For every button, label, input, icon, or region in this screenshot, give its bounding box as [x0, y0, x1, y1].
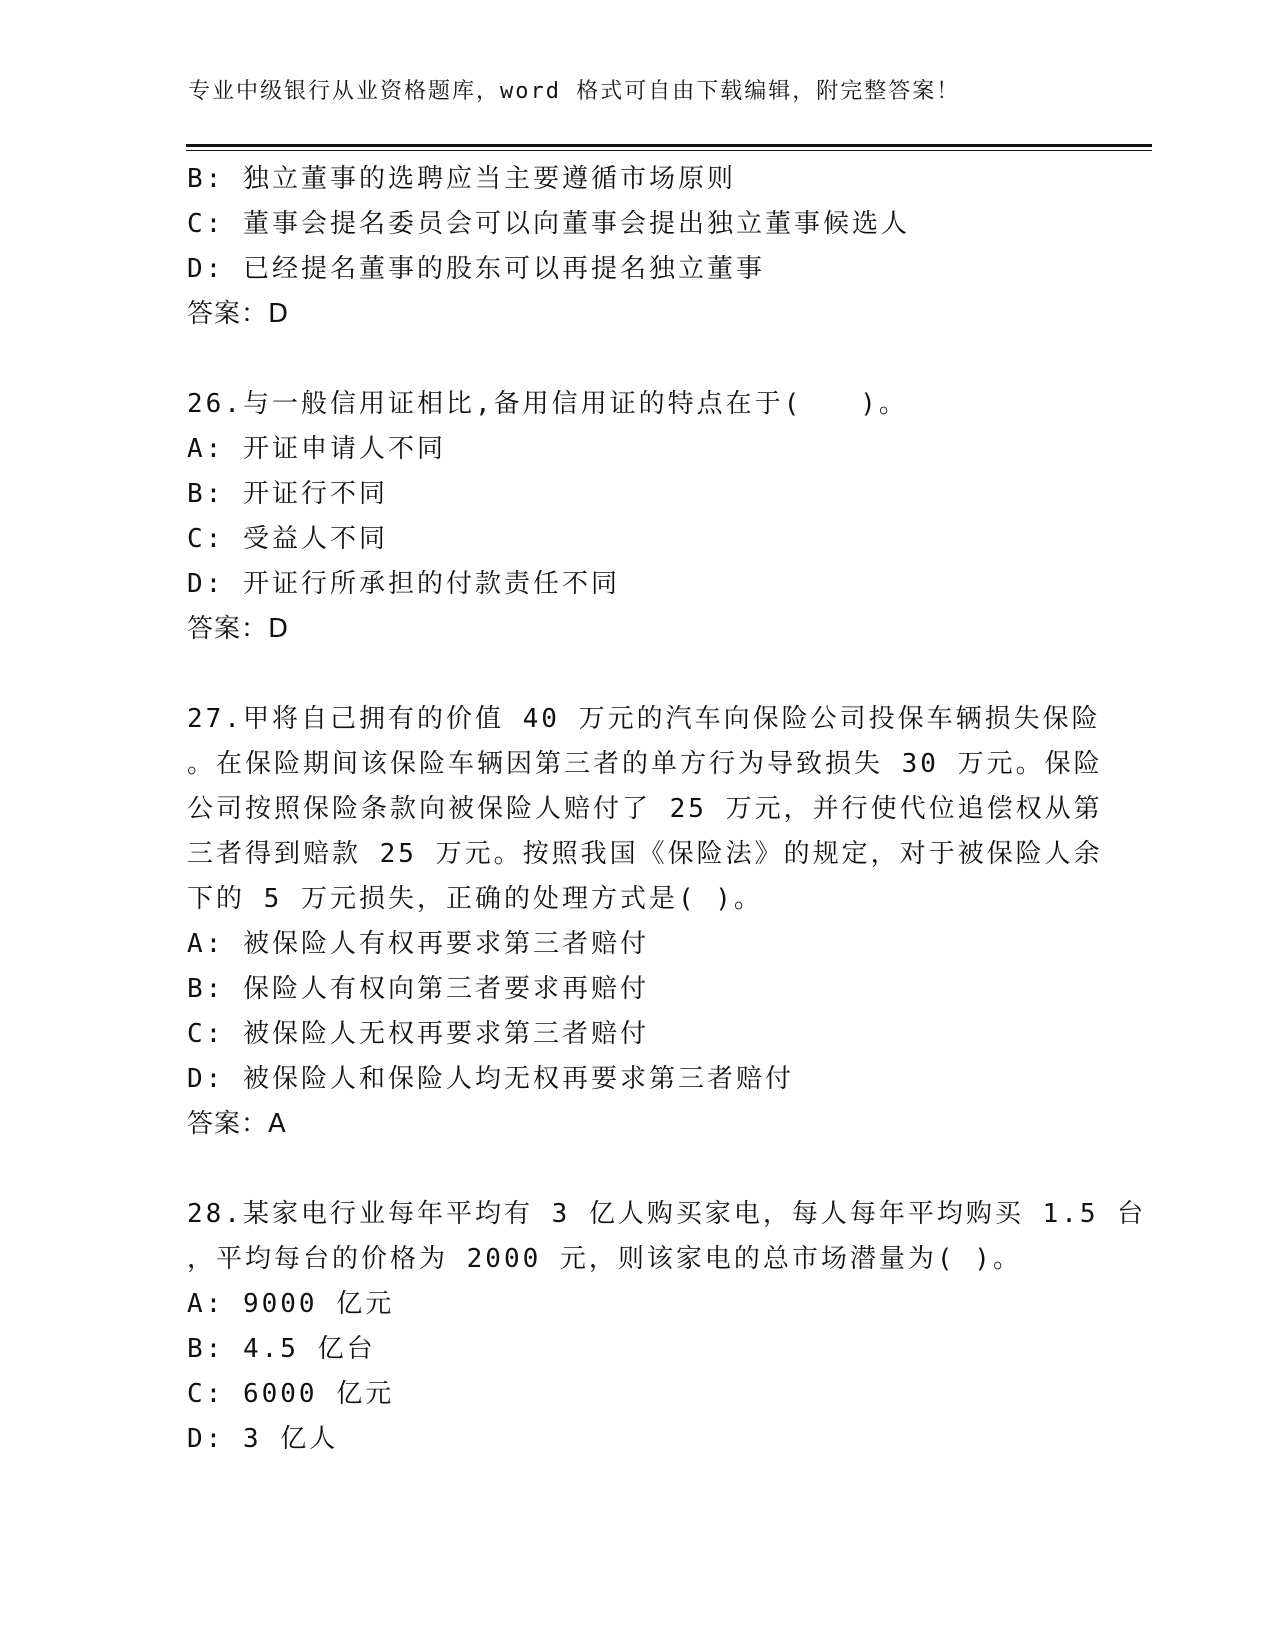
answer-line: 答案：D [187, 299, 290, 329]
question-26 [187, 382, 1087, 652]
option-a: A: 被保险人有权再要求第三者赔付 [187, 929, 649, 959]
question-content [187, 157, 1147, 1462]
question-25 [187, 157, 1087, 337]
header-rule-thick [186, 144, 1152, 147]
question-stem: 公司按照保险条款向被保险人赔付了 25 万元，并行使代位追偿权从第 [187, 794, 1103, 824]
option-d: D: 已经提名董事的股东可以再提名独立董事 [187, 254, 765, 284]
option-d: D: 3 亿人 [187, 1424, 339, 1454]
question-stem: 26.与一般信用证相比,备用信用证的特点在于( )。 [187, 389, 908, 419]
option-b: B: 4.5 亿台 [187, 1334, 376, 1364]
answer-line: 答案：D [187, 614, 290, 644]
question-stem: 下的 5 万元损失，正确的处理方式是( )。 [187, 884, 763, 914]
option-a: A: 开证申请人不同 [187, 434, 446, 464]
header-rule-thin [186, 150, 1152, 151]
question-stem: ，平均每台的价格为 2000 元，则该家电的总市场潜量为( )。 [187, 1244, 1022, 1274]
question-stem: 三者得到赔款 25 万元。按照我国《保险法》的规定，对于被保险人余 [187, 839, 1103, 869]
option-c: C: 董事会提名委员会可以向董事会提出独立董事候选人 [187, 209, 910, 239]
option-d: D: 开证行所承担的付款责任不同 [187, 569, 620, 599]
option-b: B: 开证行不同 [187, 479, 388, 509]
option-c: C: 受益人不同 [187, 524, 388, 554]
option-c: C: 被保险人无权再要求第三者赔付 [187, 1019, 649, 1049]
option-a: A: 9000 亿元 [187, 1289, 395, 1319]
page-header: 专业中级银行从业资格题库，word 格式可自由下载编辑，附完整答案！ [188, 79, 961, 104]
option-c: C: 6000 亿元 [187, 1379, 395, 1409]
question-27 [187, 697, 1103, 1147]
question-stem: 。在保险期间该保险车辆因第三者的单方行为导致损失 30 万元。保险 [187, 749, 1103, 779]
option-b: B: 独立董事的选聘应当主要遵循市场原则 [187, 164, 736, 194]
question-stem: 28.某家电行业每年平均有 3 亿人购买家电，每人每年平均购买 1.5 台 [187, 1199, 1147, 1229]
option-b: B: 保险人有权向第三者要求再赔付 [187, 974, 649, 1004]
question-28 [187, 1192, 1147, 1462]
answer-line: 答案：A [187, 1109, 287, 1139]
question-stem: 27.甲将自己拥有的价值 40 万元的汽车向保险公司投保车辆损失保险 [187, 704, 1101, 734]
option-d: D: 被保险人和保险人均无权再要求第三者赔付 [187, 1064, 794, 1094]
